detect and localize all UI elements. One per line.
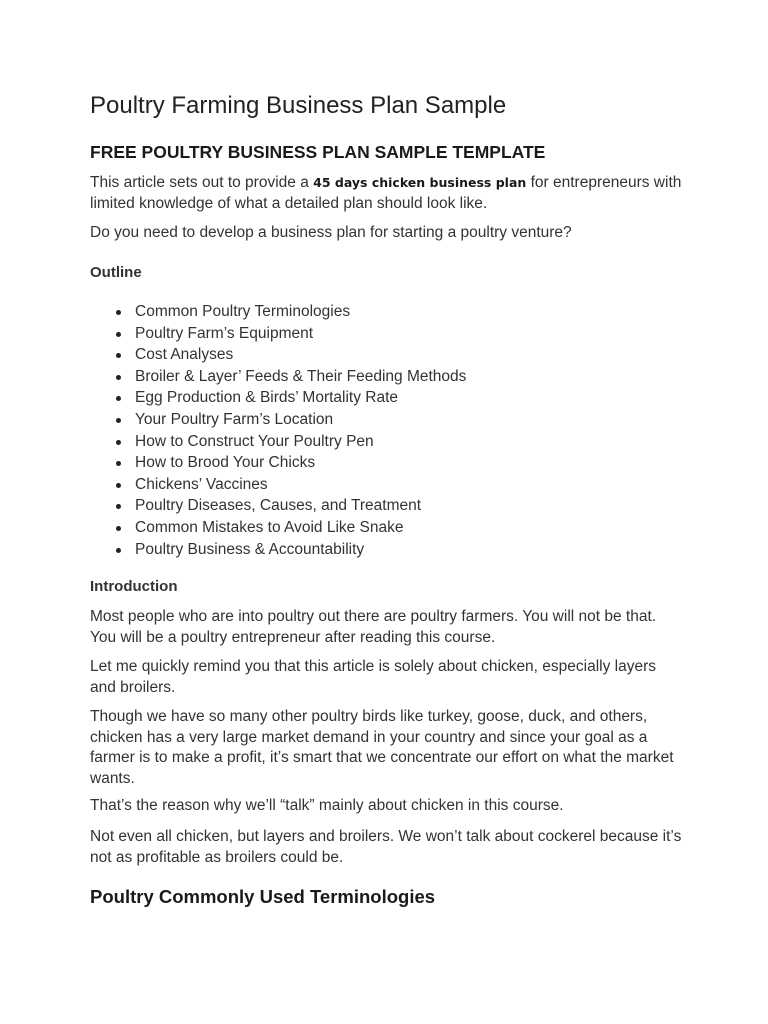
list-item-label: Poultry Diseases, Causes, and Treatment [135,497,422,515]
list-item-label: How to Brood Your Chicks [135,454,316,472]
bullet-icon [116,548,121,553]
list-item [90,495,466,517]
list-item [90,409,466,431]
list-item-label: Common Mistakes to Avoid Like Snake [135,518,404,536]
outline-list [90,301,466,560]
intro-text-after: for entrepreneurs with limited knowledge of what a detailed plan should look like. [90,174,682,212]
list-item [90,517,466,539]
section-heading: Poultry Commonly Used Terminologies [90,886,436,907]
list-item-label: How to Construct Your Poultry Pen [135,432,374,450]
bullet-icon [116,526,121,531]
list-item-label: Broiler & Layer’ Feeds & Their Feeding Methods [135,367,467,385]
list-item [90,431,466,453]
list-item [90,387,466,409]
bullet-icon [116,440,121,445]
list-item-label: Common Poultry Terminologies [135,303,351,320]
list-item [90,474,466,496]
bullet-icon [116,353,121,358]
bullet-icon [116,310,121,315]
bullet-icon [116,461,121,466]
list-item [90,366,466,388]
document-title: Poultry Farming Business Plan Sample [90,92,507,119]
list-item [90,344,466,366]
list-item-label: Cost Analyses [135,346,234,364]
document-subtitle: FREE POULTRY BUSINESS PLAN SAMPLE TEMPLATE [90,142,546,162]
bullet-icon [116,418,121,423]
bullet-icon [116,504,121,509]
bullet-icon [116,375,121,380]
introduction-paragraph-2: Let me quickly remind you that this article is solely about chicken, especially layers and broilers. [90,658,657,696]
list-item [90,323,466,345]
list-item [90,452,466,474]
intro-text-bold: 45 days chicken business plan [313,175,527,190]
bullet-icon [116,483,121,488]
intro-text-before: This article sets out to provide a [90,174,314,191]
question-paragraph: Do you need to develop a business plan for starting a poultry venture? [90,224,572,241]
outline-heading: Outline [90,264,142,281]
introduction-heading: Introduction [90,578,178,595]
introduction-paragraph-1: Most people who are into poultry out there are poultry farmers. You will not be that. You will be a poultry entrepreneur after reading this course. [90,608,657,646]
bullet-icon [116,332,121,337]
list-item-label: Egg Production & Birds’ Mortality Rate [135,389,399,407]
list-item-label: Your Poultry Farm’s Location [135,410,334,428]
intro-paragraph [90,173,685,214]
list-item [90,539,466,561]
list-item-label: Poultry Farm’s Equipment [135,324,314,342]
introduction-paragraph-4: That’s the reason why we’ll “talk” mainly about chicken in this course. [90,797,564,814]
list-item [90,301,466,323]
introduction-paragraph-5: Not even all chicken, but layers and broilers. We won’t talk about cockerel because it’s not as profitable as broilers could be. [90,828,682,866]
introduction-paragraph-3: Though we have so many other poultry birds like turkey, goose, duck, and others, chicken has a very large market demand in your country and since your goal as a farmer is to make a profit, it’s smart that we concentrate our effort on what the market wants. [90,708,674,787]
bullet-icon [116,396,121,401]
list-item-label: Chickens’ Vaccines [135,475,268,493]
list-item-label: Poultry Business & Accountability [135,540,365,558]
